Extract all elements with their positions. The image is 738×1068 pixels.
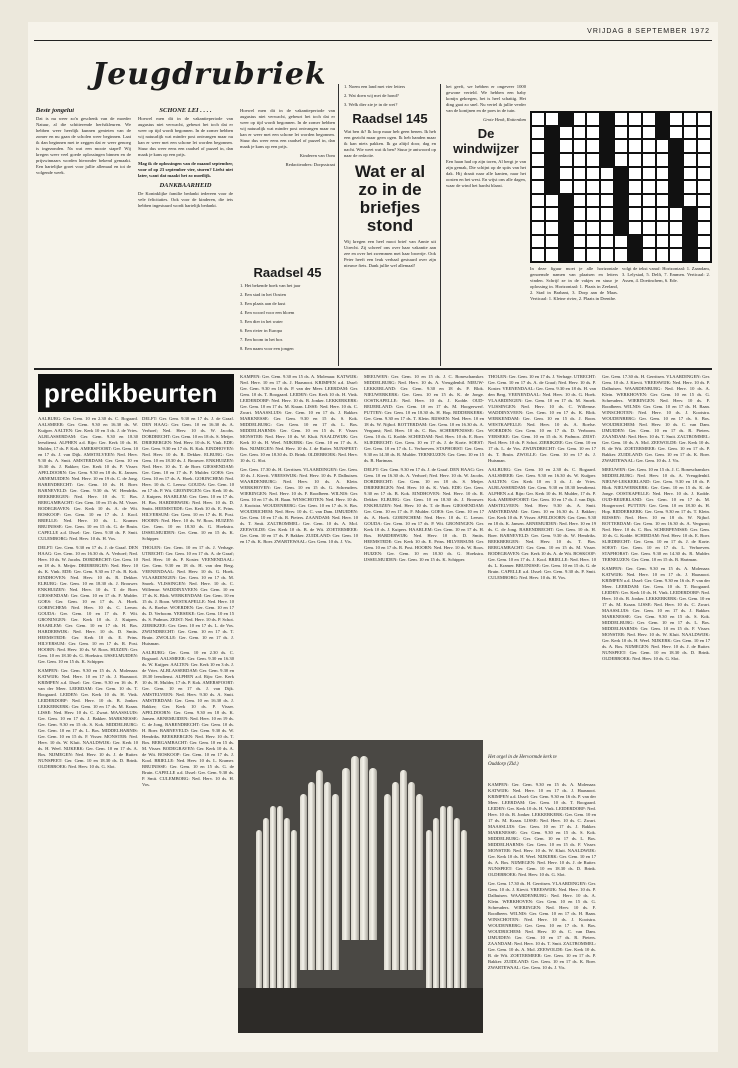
crossword-cell xyxy=(545,248,559,262)
crossword-cell xyxy=(545,235,559,249)
raadsel-45-line: 1. Het bekende boek van het jaar xyxy=(240,283,301,288)
crossword-cell xyxy=(656,180,670,194)
crossword-cell xyxy=(545,167,559,181)
organ-pipe xyxy=(256,830,262,990)
crossword-cell xyxy=(669,235,683,249)
puzzle-answers: volgt de tekst vanaf: Horizontaal: 1. Zaandam, 3. Lelystad, 5. Delft, 7. Emmen. Verticaal: 2. Assen, 4. Doetinchem, 6. Ede. xyxy=(622,266,710,283)
crossword-cell xyxy=(586,248,600,262)
crossword-cell xyxy=(545,221,559,235)
crossword-cell xyxy=(614,153,628,167)
organ-pipe xyxy=(440,806,446,990)
organ-pipe xyxy=(277,806,283,990)
crossword-cell xyxy=(614,112,628,126)
crossword-cell xyxy=(559,248,573,262)
crossword-cell xyxy=(642,207,656,221)
organ-pipe xyxy=(308,782,315,970)
crossword-cell xyxy=(642,194,656,208)
crossword-cell xyxy=(600,194,614,208)
schone-lei-heading: SCHONE LEI . . . . xyxy=(159,108,212,114)
crossword-cell xyxy=(683,139,697,153)
organ-pipe xyxy=(351,756,359,940)
crossword-cell xyxy=(573,207,587,221)
crossword-cell xyxy=(669,112,683,126)
crossword-cell xyxy=(545,194,559,208)
predik-col-1 xyxy=(38,416,138,1044)
crossword-cell xyxy=(697,153,711,167)
crossword-cell xyxy=(559,194,573,208)
predik-listing: MEEUWEN: Ger. Gem. 10 en 15 ds. J. C. Boneschansker. MIDDELBURG: Ned. Herv. 10 ds. A. Vreugdenhil. NIEUW-LEKKERLAND: Ger. Gem. 9.30 en 18 ds. P. Blok. NIEUWERKERK: Ger. Gem. 10 en 15 ds. K. de Jonge. OOSTKAPELLE: Ned. Herv. 10 ds. J. Kodde. OUD-BEIJERLAND: Ger. Gem. 10 en 17 ds. M. Hoogerwerf. PUTTEN: Ger. Gem. 10 en 18.30 ds. H. Hop. RIDDERKERK: Ger. Gem. 9.30 en 17 ds. T. Klein. RIJSSEN: Ned. Herv. 10 en 18 ds. W. Nijhof. ROTTERDAM: Ger. Gem. 10 en 16.30 ds. A. Vergunst; Ned. Herv. 10 ds. C. Bos. SCHERPENISSE: Ger. Gem. 10 ds. G. Kodde. SCHIEDAM: Ned. Herv. 10 ds. E. Boer. SLIEDRECHT: Ger. Gem. 10 en 17 ds. J. de Korte. SOEST: Ger. Gem. 10 en 17 ds. L. Verhoeven. STAPHORST: Ger. Gem. 9.30 en 14.30 ds. R. Mulder. TERNEUZEN: Ger. Gem. 10 en 15 ds. B. Hartman. xyxy=(602,467,710,562)
organ-pipe xyxy=(300,794,307,970)
crossword-cell xyxy=(586,235,600,249)
crossword-cell xyxy=(545,126,559,140)
organ-pipe xyxy=(324,782,331,970)
crossword-cell xyxy=(531,194,545,208)
puzzle-instructions: In deze figuur moet je alle horizontale genoemde namen van plaatsen en letters vinden. Schrijf ze in de vakjes en stuur je oplossing in. Horizontaal: 1. Plaats in Zeeland, 2. Stad in Brabant, 3. Dorp aan de Maas. Verticaal: 1. Kleine rivier, 2. Plaats in Drenthe. xyxy=(530,266,618,301)
crossword-cell xyxy=(559,112,573,126)
crossword-cell xyxy=(656,194,670,208)
predik-listing: KAMPEN: Ger. Gem. 9.30 en 15 ds. A. Molenaar. KATWIJK: Ned. Herv. 10 en 17 ds. J. Haasnoot. KRIMPEN a.d. IJssel: Ger. Gem. 9.30 en 16 ds. P. van der Meer. LEERDAM: Ger. Gem. 10 ds. T. Boogaard. LEIDEN: Ger. Kerk 10 ds. H. Vink. LEIDERDORP: Ned. Herv. 10 ds. B. Jonker. LEKKERKERK: Ger. Gem. 10 en 17 ds. M. Kraan. LISSE: Ned. Herv. 10 ds. C. Zwart. MAASSLUIS: Ger. Gem. 10 en 17 ds. J. Bakker. MARKNESSE: Ger. Gem. 9.30 en 15 ds. S. Kok. MIDDELBURG: Ger. Gem. 10 en 17 ds. L. Bos. MIDDELHARNIS: Ger. Gem. 10 en 15 ds. F. Visser. MONSTER: Ned. Herv. 10 ds. W. Kluit. NAALDWIJK: Ger. Kerk 10 ds. H. Weel. NIJKERK: Ger. Gem. 10 en 17 ds. A. Bos. NIJMEGEN: Ned. Herv. 10 ds. J. de Ruiter. NUNSPEET: Ger. Gem. 10 en 18.30 ds. D. Brink. OLDEBROEK: Ned. Herv. 10 ds. G. Slot. xyxy=(240,374,358,463)
crossword-cell xyxy=(628,167,642,181)
crossword-cell xyxy=(559,235,573,249)
crossword-cell xyxy=(697,139,711,153)
windwijzer-column xyxy=(446,84,526,364)
crossword-cell xyxy=(628,139,642,153)
crossword-cell xyxy=(573,248,587,262)
crossword-cell xyxy=(656,235,670,249)
crossword-cell xyxy=(656,167,670,181)
organ-pipe xyxy=(433,818,439,990)
crossword-cell xyxy=(669,221,683,235)
intro-text: Dat is nu weer zo'n geschenk van de moeder Natuur, al die schitterende herfstkleuren. We hebben weer heerlijk kunnen genieten van de zomer en nu gaan de scholen weer beginnen. Laat ik dan beginnen met te zeggen dat er weer genoeg is ingezonden. Na wat een mooie stapel! Wij kregen weer veel goede oplossingen binnen en de prijswinnaars worden hieronder bekend gemaakt. Een hartelijke groet voor jullie allemaal en tot de volgende week. xyxy=(36,116,131,175)
crossword-cell xyxy=(545,139,559,153)
crossword-cell xyxy=(683,221,697,235)
crossword-cell xyxy=(697,180,711,194)
organ-pipe xyxy=(342,768,350,940)
crossword-cell xyxy=(586,221,600,235)
organ-pipe xyxy=(454,818,460,990)
crossword-cell xyxy=(573,139,587,153)
crossword-cell xyxy=(600,248,614,262)
predik-col-5 xyxy=(488,374,596,746)
crossword-cell xyxy=(614,126,628,140)
crossword-cell xyxy=(614,194,628,208)
crossword-cell xyxy=(573,180,587,194)
crossword-cell xyxy=(545,207,559,221)
crossword-cell xyxy=(531,221,545,235)
crossword-cell xyxy=(642,112,656,126)
crossword-cell xyxy=(600,112,614,126)
predik-listing: Ger. Gem. 17.30 ds. H. Gerritsen. VLAARDINGEN: Ger. Gem. 10 ds. J. Kievit. VREESWIJK: Ned. Herv. 10 ds. P. Dalhuisen. WAARDENBURG: Ned. Herv. 10 ds. A. Klein. WERKHOVEN: Ger. Gem. 10 en 15 ds. G. Schreuders. WIERINGEN: Ned. Herv. 10 ds. F. Roodbeen. WILNIS: Ger. Gem. 10 en 17 ds. H. Baan. WINSCHOTEN: Ned. Herv. 10 ds. J. Kooistra. WOUDENBERG: Ger. Gem. 10 en 17 ds. S. Bos. WOUDRICHEM: Ned. Herv. 10 ds. C. van Dam. IJMUIDEN: Ger. Gem. 10 en 17 ds. R. Pieters. ZAANDAM: Ned. Herv. 10 ds. T. Smit. ZALTBOMMEL: Ger. Gem. 10 ds. A. Mol. ZEEWOLDE: Ger. Kerk 10 ds. B. de Wit. ZOETERMEER: Ger. Gem. 10 en 17 ds. P. Bakker. ZUIDLAND: Ger. Gem. 10 en 17 ds. K. Boer. ZWARTEWAAL: Ger. Gem. 10 ds. J. Vis. xyxy=(240,467,358,544)
predik-listing: Ger. Gem. 17.30 ds. H. Gerritsen. VLAARDINGEN: Ger. Gem. 10 ds. J. Kievit. VREESWIJK: Ned. Herv. 10 ds. P. Dalhuisen. WAARDENBURG: Ned. Herv. 10 ds. A. Klein. WERKHOVEN: Ger. Gem. 10 en 15 ds. G. Schreuders. WIERINGEN: Ned. Herv. 10 ds. F. Roodbeen. WILNIS: Ger. Gem. 10 en 17 ds. H. Baan. WINSCHOTEN: Ned. Herv. 10 ds. J. Kooistra. WOUDENBERG: Ger. Gem. 10 en 17 ds. S. Bos. WOUDRICHEM: Ned. Herv. 10 ds. C. van Dam. IJMUIDEN: Ger. Gem. 10 en 17 ds. R. Pieters. ZAANDAM: Ned. Herv. 10 ds. T. Smit. ZALTBOMMEL: Ger. Gem. 10 ds. A. Mol. ZEEWOLDE: Ger. Kerk 10 ds. B. de Wit. ZOETERMEER: Ger. Gem. 10 en 17 ds. P. Bakker. ZUIDLAND: Ger. Gem. 10 en 17 ds. K. Boer. ZWARTEWAAL: Ger. Gem. 10 ds. J. Vis. xyxy=(602,374,710,463)
predik-col-3 xyxy=(240,374,358,734)
crossword-cell xyxy=(600,180,614,194)
crossword-cell xyxy=(600,221,614,235)
schone-lei-continued: Hoewel men dit in de vakantieperiode van augustus niet verwacht, gebeurt het toch dat er weer op tijd wordt begonnen. In de zomer hebben wij natuurlijk wat minder post ontvangen maar nu kan er weer met een schone lei worden begonnen. Stuur dus weer eens een raadsel of puzzel in, dan maak je kans op een prijs. xyxy=(240,108,335,149)
briefjes-text: Wij kregen een heel mooi brief van Annie uit Utrecht. Zij schreef ons over haar vakantie aan zee en over het zwemmen met haar broertje. Ook Peter heeft een leuk verhaal gestuurd over zijn nieuwe fiets. Dank jullie wel allemaal! xyxy=(344,239,436,268)
crossword-cell xyxy=(531,126,545,140)
crossword-cell xyxy=(642,221,656,235)
organ-pipe xyxy=(360,756,368,940)
organ-pipe xyxy=(263,818,269,990)
dankbaarheid-heading: DANKBAARHEID xyxy=(159,182,212,189)
organ-pipe xyxy=(316,770,323,970)
crossword-cell xyxy=(683,235,697,249)
briefjes-heading: Wat er al zo in de briefjes stond xyxy=(354,162,426,235)
september-note: Mag ik de oplossingen van de maand september, voor of op 23 september vier, sturen? Liefst niet later, want dat maakt het zo moeilijk. xyxy=(138,161,233,178)
crossword-cell xyxy=(697,194,711,208)
crossword-cell xyxy=(559,167,573,181)
crossword-cell xyxy=(628,153,642,167)
predik-listing: THOLEN: Ger. Gem. 10 en 17 ds. J. Verhage. UTRECHT: Ger. Gem. 10 en 17 ds. A. de Graaf; Ned. Herv. 10 ds. P. Koster. VEENENDAAL: Ger. Gem. 9.30 en 18 ds. H. van den Berg. VEENENDAAL: Ned. Herv. 10 ds. G. Hoek. VLAARDINGEN: Ger. Gem. 10 en 17 ds. M. Snoek. VLISSINGEN: Ned. Herv. 10 ds. C. Willemse. WADDINXVEEN: Ger. Gem. 10 en 17 ds. K. Blok. WERKENDAM: Ger. Gem. 10 en 15 ds. J. Boon. WESTKAPELLE: Ned. Herv. 10 ds. A. Roelse. WOERDEN: Ger. Gem. 10 en 17 ds. D. Verboom. YERSEKE: Ger. Gem. 10 en 15 ds. S. Padmos. ZEIST: Ned. Herv. 10 ds. P. Schot. ZIERIKZEE: Ger. Gem. 10 en 17 ds. L. de Vos. ZWIJNDRECHT: Ger. Gem. 10 en 17 ds. T. Bruin. ZWOLLE: Ger. Gem. 10 en 17 ds. J. Huisman. xyxy=(142,545,234,646)
raadsel-45-line: 5. Een dier in het water xyxy=(240,319,283,324)
jeugd-col-1 xyxy=(36,108,131,358)
crossword-cell xyxy=(614,221,628,235)
organ-pipe xyxy=(400,770,407,970)
crossword-cell xyxy=(586,112,600,126)
crossword-cell xyxy=(559,221,573,235)
crossword-cell xyxy=(683,112,697,126)
crossword-cell xyxy=(628,221,642,235)
crossword-cell xyxy=(545,112,559,126)
predik-listing: DELFT: Ger. Gem. 9.30 en 17 ds. J. de Graaf. DEN HAAG: Ger. Gem. 10 en 16.30 ds. A. Verhoef; Ned. Herv. 10 ds. W. Jacobs. DORDRECHT: Ger. Gem. 10 en 18 ds. S. Meijer. DRIEBERGEN: Ned. Herv. 10 ds. K. Vink. EDE: Ger. Gem. 9.30 en 17 ds. B. Kok. EINDHOVEN: Ned. Herv. 10 ds. R. Dekker. ELBURG: Ger. Gem. 10 en 18.30 ds. J. Brouwer. ENKHUIZEN: Ned. Herv. 10 ds. T. de Boer. GIESSENDAM: Ger. Gem. 10 en 17 ds. F. Mulder. GOES: Ger. Gem. 10 en 17 ds. A. Hoek. GORINCHEM: Ned. Herv. 10 ds. C. Leeuw. GOUDA: Ger. Gem. 10 en 17 ds. P. Wit. GRONINGEN: Ger. Kerk 10 ds. J. Kuipers. HAARLEM: Ger. Gem. 10 en 17 ds. H. Bos. HARDERWIJK: Ned. Herv. 10 ds. D. Smits. HEEMSTEDE: Ger. Kerk 10 ds. E. Prins. HILVERSUM: Ger. Gem. 10 en 17 ds. R. Post. HOORN: Ned. Herv. 10 ds. W. Roos. HUIZEN: Ger. Gem. 10 en 18.30 ds. G. Hoekstra. IJSSELMUIDEN: Ger. Gem. 10 en 15 ds. K. Schipper. xyxy=(364,467,484,562)
crossword-cell xyxy=(545,153,559,167)
crossword-cell xyxy=(683,167,697,181)
predik-listing: AALBURG: Ger. Gem. 10 en 2.30 ds. C. Bogaard. AALSMEER: Ger. Gem. 9.30 en 16.30 ds. W. Kuijper. AALTEN: Ger. Kerk 10 en 3 ds. J. de Vries. ALBLASSERDAM: Ger. Gem. 9.30 en 18.30 leesdienst. ALPHEN a.d. Rijn: Ger. Kerk 10 ds. H. Mulder, 17 ds. P. Kok. AMERSFOORT: Ger. Gem. 10 en 17 ds. J. van Dijk. AMSTELVEEN: Ned. Herv. 9.30 ds. A. Smit. AMSTERDAM: Ger. Gem. 10 en 16.30 ds. J. Bakker; Ger. Kerk 10 ds. P. Visser. APELDOORN: Ger. Gem. 9.30 en 18 ds. K. Jansen. ARNEMUIDEN: Ned. Herv. 10 en 19 ds. C. de Jong. BARENDRECHT: Ger. Gem. 10 ds. H. Boer. BARNEVELD: Ger. Gem. 9.30 ds. W. Hendriks. BEEKBERGEN: Ned. Herv. 10 ds. T. Bos. BERGAMBACHT: Ger. Gem. 10 en 15 ds. M. Visser. BODEGRAVEN: Ger. Kerk 10 ds. A. de Wit. BOSKOOP: Ger. Gem. 10 en 17 ds. J. Kool. BRIELLE: Ned. Herv. 10 ds. L. Kramer. BRUINISSE: Ger. Gem. 10 en 15 ds. G. de Bruin. CAPELLE a.d. IJssel: Ger. Gem. 9.30 ds. P. Smit. CULEMBORG: Ned. Herv. 10 ds. H. Vos. xyxy=(488,467,596,580)
organ-pipe xyxy=(461,830,467,990)
crossword-cell xyxy=(628,235,642,249)
crossword-cell xyxy=(531,248,545,262)
crossword-cell xyxy=(669,153,683,167)
crossword-cell xyxy=(573,167,587,181)
predik-listing: THOLEN: Ger. Gem. 10 en 17 ds. J. Verhage. UTRECHT: Ger. Gem. 10 en 17 ds. A. de Graaf; Ned. Herv. 10 ds. P. Koster. VEENENDAAL: Ger. Gem. 9.30 en 18 ds. H. van den Berg. VEENENDAAL: Ned. Herv. 10 ds. G. Hoek. VLAARDINGEN: Ger. Gem. 10 en 17 ds. M. Snoek. VLISSINGEN: Ned. Herv. 10 ds. C. Willemse. WADDINXVEEN: Ger. Gem. 10 en 17 ds. K. Blok. WERKENDAM: Ger. Gem. 10 en 15 ds. J. Boon. WESTKAPELLE: Ned. Herv. 10 ds. A. Roelse. WOERDEN: Ger. Gem. 10 en 17 ds. D. Verboom. YERSEKE: Ger. Gem. 10 en 15 ds. S. Padmos. ZEIST: Ned. Herv. 10 ds. P. Schot. ZIERIKZEE: Ger. Gem. 10 en 17 ds. L. de Vos. ZWIJNDRECHT: Ger. Gem. 10 en 17 ds. T. Bruin. ZWOLLE: Ger. Gem. 10 en 17 ds. J. Huisman. xyxy=(488,374,596,463)
crossword-cell xyxy=(586,153,600,167)
windwijzer-top-text: het geeft, we hebben er ongeveer 1000 gewone verteld. We hebben een baby konijn gekregen, het is heel schattig. Het ding gaat zo snel. Nu vertel ik jullie verder van de konijnen en de poes in de tuin. xyxy=(446,84,526,113)
crossword-cell xyxy=(656,112,670,126)
crossword-cell xyxy=(697,126,711,140)
predik-listing: KAMPEN: Ger. Gem. 9.30 en 15 ds. A. Molenaar. KATWIJK: Ned. Herv. 10 en 17 ds. J. Haasnoot. KRIMPEN a.d. IJssel: Ger. Gem. 9.30 en 16 ds. P. van der Meer. LEERDAM: Ger. Gem. 10 ds. T. Boogaard. LEIDEN: Ger. Kerk 10 ds. H. Vink. LEIDERDORP: Ned. Herv. 10 ds. B. Jonker. LEKKERKERK: Ger. Gem. 10 en 17 ds. M. Kraan. LISSE: Ned. Herv. 10 ds. C. Zwart. MAASSLUIS: Ger. Gem. 10 en 17 ds. J. Bakker. MARKNESSE: Ger. Gem. 9.30 en 15 ds. S. Kok. MIDDELBURG: Ger. Gem. 10 en 17 ds. L. Bos. MIDDELHARNIS: Ger. Gem. 10 en 15 ds. F. Visser. MONSTER: Ned. Herv. 10 ds. W. Kluit. NAALDWIJK: Ger. Kerk 10 ds. H. Weel. NIJKERK: Ger. Gem. 10 en 17 ds. A. Bos. NIJMEGEN: Ned. Herv. 10 ds. J. de Ruiter. NUNSPEET: Ger. Gem. 10 en 18.30 ds. D. Brink. OLDEBROEK: Ned. Herv. 10 ds. G. Slot. xyxy=(488,782,596,877)
crossword-cell xyxy=(697,207,711,221)
crossword-cell xyxy=(559,207,573,221)
crossword-cell xyxy=(614,139,628,153)
crossword-cell xyxy=(683,207,697,221)
crossword-cell xyxy=(642,180,656,194)
jeugd-col-2 xyxy=(138,108,233,278)
raadsel-45-line: 2. Een stad in het Oosten xyxy=(240,292,286,297)
crossword-cell xyxy=(628,248,642,262)
intro-heading: Beste jongelui xyxy=(36,108,75,114)
crossword-cell xyxy=(642,235,656,249)
crossword-cell xyxy=(642,153,656,167)
crossword-cell xyxy=(600,167,614,181)
raadsel-145-column xyxy=(344,84,436,364)
column-rule xyxy=(440,84,441,366)
crossword-cell xyxy=(573,112,587,126)
crossword-cell xyxy=(600,207,614,221)
crossword-cell xyxy=(697,112,711,126)
crossword-cell xyxy=(559,139,573,153)
crossword-cell xyxy=(697,235,711,249)
crossword-cell xyxy=(628,194,642,208)
crossword-cell xyxy=(559,180,573,194)
predik-listing: DELFT: Ger. Gem. 9.30 en 17 ds. J. de Graaf. DEN HAAG: Ger. Gem. 10 en 16.30 ds. A. Verhoef; Ned. Herv. 10 ds. W. Jacobs. DORDRECHT: Ger. Gem. 10 en 18 ds. S. Meijer. DRIEBERGEN: Ned. Herv. 10 ds. K. Vink. EDE: Ger. Gem. 9.30 en 17 ds. B. Kok. EINDHOVEN: Ned. Herv. 10 ds. R. Dekker. ELBURG: Ger. Gem. 10 en 18.30 ds. J. Brouwer. ENKHUIZEN: Ned. Herv. 10 ds. T. de Boer. GIESSENDAM: Ger. Gem. 10 en 17 ds. F. Mulder. GOES: Ger. Gem. 10 en 17 ds. A. Hoek. GORINCHEM: Ned. Herv. 10 ds. C. Leeuw. GOUDA: Ger. Gem. 10 en 17 ds. P. Wit. GRONINGEN: Ger. Kerk 10 ds. J. Kuipers. HAARLEM: Ger. Gem. 10 en 17 ds. H. Bos. HARDERWIJK: Ned. Herv. 10 ds. D. Smits. HEEMSTEDE: Ger. Kerk 10 ds. E. Prins. HILVERSUM: Ger. Gem. 10 en 17 ds. R. Post. HOORN: Ned. Herv. 10 ds. W. Roos. HUIZEN: Ger. Gem. 10 en 18.30 ds. G. Hoekstra. IJSSELMUIDEN: Ger. Gem. 10 en 15 ds. K. Schipper. xyxy=(38,545,138,664)
crossword-cell xyxy=(586,180,600,194)
raadsel-45-title: Raadsel 45 xyxy=(253,265,322,280)
photo-caption: Het orgel in de Hervormde kerk te Ouddorp (Zld.) xyxy=(488,755,557,767)
intro-line: 1. Noem een land met vier letters xyxy=(344,84,406,89)
organ-pipe xyxy=(291,830,297,990)
crossword-cell xyxy=(531,235,545,249)
crossword-cell xyxy=(683,180,697,194)
predik-listing: AALBURG: Ger. Gem. 10 en 2.30 ds. C. Bogaard. AALSMEER: Ger. Gem. 9.30 en 16.30 ds. W. Kuijper. AALTEN: Ger. Kerk 10 en 3 ds. J. de Vries. ALBLASSERDAM: Ger. Gem. 9.30 en 18.30 leesdienst. ALPHEN a.d. Rijn: Ger. Kerk 10 ds. H. Mulder, 17 ds. P. Kok. AMERSFOORT: Ger. Gem. 10 en 17 ds. J. van Dijk. AMSTELVEEN: Ned. Herv. 9.30 ds. A. Smit. AMSTERDAM: Ger. Gem. 10 en 16.30 ds. J. Bakker; Ger. Kerk 10 ds. P. Visser. APELDOORN: Ger. Gem. 9.30 en 18 ds. K. Jansen. ARNEMUIDEN: Ned. Herv. 10 en 19 ds. C. de Jong. BARENDRECHT: Ger. Gem. 10 ds. H. Boer. BARNEVELD: Ger. Gem. 9.30 ds. W. Hendriks. BEEKBERGEN: Ned. Herv. 10 ds. T. Bos. BERGAMBACHT: Ger. Gem. 10 en 15 ds. M. Visser. BODEGRAVEN: Ger. Kerk 10 ds. A. de Wit. BOSKOOP: Ger. Gem. 10 en 17 ds. J. Kool. BRIELLE: Ned. Herv. 10 ds. L. Kramer. BRUINISSE: Ger. Gem. 10 en 15 ds. G. de Bruin. CAPELLE a.d. IJssel: Ger. Gem. 9.30 ds. P. Smit. CULEMBORG: Ned. Herv. 10 ds. H. Vos. xyxy=(38,416,138,541)
predik-col-6 xyxy=(602,374,710,1044)
crossword-cell xyxy=(697,248,711,262)
organ-photo xyxy=(238,740,483,1033)
crossword-grid xyxy=(530,111,712,263)
raadsel-45-line: 6. Een rivier in Europa xyxy=(240,328,282,333)
signature-place: Redactieadres: Dorpsstraat xyxy=(285,162,335,167)
section-rule xyxy=(34,368,712,370)
crossword-cell xyxy=(614,235,628,249)
crossword-cell xyxy=(586,126,600,140)
crossword-cell xyxy=(669,248,683,262)
crossword-cell xyxy=(586,194,600,208)
crossword-cell xyxy=(573,126,587,140)
organ-pipe xyxy=(408,782,415,970)
crossword-cell xyxy=(573,194,587,208)
windwijzer-sign: Grote Henk, Rotterdam xyxy=(483,117,526,122)
predik-col-5b xyxy=(488,782,596,1044)
organ-pipe xyxy=(447,806,453,990)
crossword-cell xyxy=(628,207,642,221)
crossword-cell xyxy=(669,167,683,181)
predik-col-2 xyxy=(142,416,234,1044)
raadsel-45-line: 8. Een naam voor een jongen xyxy=(240,346,294,351)
organ-pipe xyxy=(270,806,276,990)
crossword-cell xyxy=(642,126,656,140)
crossword-cell xyxy=(669,207,683,221)
crossword-cell xyxy=(559,153,573,167)
date-header: VRIJDAG 8 SEPTEMBER 1972 xyxy=(587,28,710,35)
crossword-cell xyxy=(600,153,614,167)
predik-listing: KAMPEN: Ger. Gem. 9.30 en 15 ds. A. Molenaar. KATWIJK: Ned. Herv. 10 en 17 ds. J. Haasnoot. KRIMPEN a.d. IJssel: Ger. Gem. 9.30 en 16 ds. P. van der Meer. LEERDAM: Ger. Gem. 10 ds. T. Boogaard. LEIDEN: Ger. Kerk 10 ds. H. Vink. LEIDERDORP: Ned. Herv. 10 ds. B. Jonker. LEKKERKERK: Ger. Gem. 10 en 17 ds. M. Kraan. LISSE: Ned. Herv. 10 ds. C. Zwart. MAASSLUIS: Ger. Gem. 10 en 17 ds. J. Bakker. MARKNESSE: Ger. Gem. 9.30 en 15 ds. S. Kok. MIDDELBURG: Ger. Gem. 10 en 17 ds. L. Bos. MIDDELHARNIS: Ger. Gem. 10 en 15 ds. F. Visser. MONSTER: Ned. Herv. 10 ds. W. Kluit. NAALDWIJK: Ger. Kerk 10 ds. H. Weel. NIJKERK: Ger. Gem. 10 en 17 ds. A. Bos. NIJMEGEN: Ned. Herv. 10 ds. J. de Ruiter. NUNSPEET: Ger. Gem. 10 en 18.30 ds. D. Brink. OLDEBROEK: Ned. Herv. 10 ds. G. Slot. xyxy=(38,668,138,769)
crossword-cell xyxy=(586,207,600,221)
crossword-cell xyxy=(697,167,711,181)
crossword-cell xyxy=(614,248,628,262)
crossword-cell xyxy=(669,194,683,208)
crossword-cell xyxy=(656,139,670,153)
crossword-cell xyxy=(656,248,670,262)
crossword-cell xyxy=(559,126,573,140)
crossword-cell xyxy=(656,126,670,140)
raadsel-145-text: Wat ben ik? Ik loop maar heb geen benen. Ik heb een gezicht maar geen ogen. Ik heb handen maar ik kan niets pakken. Ik ga altijd door, dag en nacht. Wie weet wat ik ben? Stuur je antwoord op naar de redactie. xyxy=(344,129,436,158)
crossword-cell xyxy=(531,167,545,181)
crossword-cell xyxy=(545,180,559,194)
organ-pipe xyxy=(284,818,290,990)
predik-col-4 xyxy=(364,374,484,734)
raadsel-45-line: 4. Een woord voor een bloem xyxy=(240,310,295,315)
organ-pipe xyxy=(426,830,432,990)
organ-pipe xyxy=(384,794,391,970)
crossword-cell xyxy=(656,207,670,221)
newspaper-page xyxy=(28,22,718,1052)
crossword-cell xyxy=(614,167,628,181)
crossword-cell xyxy=(697,221,711,235)
intro-line: 3. Welk dier zie je in de wei? xyxy=(344,102,398,107)
crossword-cell xyxy=(614,180,628,194)
predik-listing: Ger. Gem. 17.30 ds. H. Gerritsen. VLAARDINGEN: Ger. Gem. 10 ds. J. Kievit. VREESWIJK: Ned. Herv. 10 ds. P. Dalhuisen. WAARDENBURG: Ned. Herv. 10 ds. A. Klein. WERKHOVEN: Ger. Gem. 10 en 15 ds. G. Schreuders. WIERINGEN: Ned. Herv. 10 ds. F. Roodbeen. WILNIS: Ger. Gem. 10 en 17 ds. H. Baan. WINSCHOTEN: Ned. Herv. 10 ds. J. Kooistra. WOUDENBERG: Ger. Gem. 10 en 17 ds. S. Bos. WOUDRICHEM: Ned. Herv. 10 ds. C. van Dam. IJMUIDEN: Ger. Gem. 10 en 17 ds. R. Pieters. ZAANDAM: Ned. Herv. 10 ds. T. Smit. ZALTBOMMEL: Ger. Gem. 10 ds. A. Mol. ZEEWOLDE: Ger. Kerk 10 ds. B. de Wit. ZOETERMEER: Ger. Gem. 10 en 17 ds. P. Bakker. ZUIDLAND: Ger. Gem. 10 en 17 ds. K. Boer. ZWARTEWAAL: Ger. Gem. 10 ds. J. Vis. xyxy=(488,881,596,970)
crossword-cell xyxy=(600,126,614,140)
predik-listing: DELFT: Ger. Gem. 9.30 en 17 ds. J. de Graaf. DEN HAAG: Ger. Gem. 10 en 16.30 ds. A. Verhoef; Ned. Herv. 10 ds. W. Jacobs. DORDRECHT: Ger. Gem. 10 en 18 ds. S. Meijer. DRIEBERGEN: Ned. Herv. 10 ds. K. Vink. EDE: Ger. Gem. 9.30 en 17 ds. B. Kok. EINDHOVEN: Ned. Herv. 10 ds. R. Dekker. ELBURG: Ger. Gem. 10 en 18.30 ds. J. Brouwer. ENKHUIZEN: Ned. Herv. 10 ds. T. de Boer. GIESSENDAM: Ger. Gem. 10 en 17 ds. F. Mulder. GOES: Ger. Gem. 10 en 17 ds. A. Hoek. GORINCHEM: Ned. Herv. 10 ds. C. Leeuw. GOUDA: Ger. Gem. 10 en 17 ds. P. Wit. GRONINGEN: Ger. Kerk 10 ds. J. Kuipers. HAARLEM: Ger. Gem. 10 en 17 ds. H. Bos. HARDERWIJK: Ned. Herv. 10 ds. D. Smits. HEEMSTEDE: Ger. Kerk 10 ds. E. Prins. HILVERSUM: Ger. Gem. 10 en 17 ds. R. Post. HOORN: Ned. Herv. 10 ds. W. Roos. HUIZEN: Ger. Gem. 10 en 18.30 ds. G. Hoekstra. IJSSELMUIDEN: Ger. Gem. 10 en 15 ds. K. Schipper. xyxy=(142,416,234,541)
crossword-cell xyxy=(531,139,545,153)
jeugdrubriek-title: Jeugdrubriek xyxy=(92,57,327,92)
crossword-cell xyxy=(683,153,697,167)
raadsel-45-block xyxy=(240,262,335,362)
crossword-cell xyxy=(628,180,642,194)
signature-name: Kinderen van Oom xyxy=(299,153,335,158)
puzzle-text xyxy=(530,266,618,362)
organ-pipe xyxy=(416,794,423,970)
crossword-cell xyxy=(683,248,697,262)
crossword-cell xyxy=(531,112,545,126)
crossword-cell xyxy=(531,153,545,167)
top-rule xyxy=(34,40,712,41)
crossword-cell xyxy=(642,248,656,262)
crossword-cell xyxy=(683,126,697,140)
windwijzer-poem: Een haan had op zijn toren, Al bergt je van zijn gemak, Die schijnt op de spits van het dak. Hij draait naar alle kanten, naar het oosten en het west. En wijst ons alle dagen, waar de wind het hardst blaast. xyxy=(446,159,526,188)
predik-listing: AALBURG: Ger. Gem. 10 en 2.30 ds. C. Bogaard. AALSMEER: Ger. Gem. 9.30 en 16.30 ds. W. Kuijper. AALTEN: Ger. Kerk 10 en 3 ds. J. de Vries. ALBLASSERDAM: Ger. Gem. 9.30 en 18.30 leesdienst. ALPHEN a.d. Rijn: Ger. Kerk 10 ds. H. Mulder, 17 ds. P. Kok. AMERSFOORT: Ger. Gem. 10 en 17 ds. J. van Dijk. AMSTELVEEN: Ned. Herv. 9.30 ds. A. Smit. AMSTERDAM: Ger. Gem. 10 en 16.30 ds. J. Bakker; Ger. Kerk 10 ds. P. Visser. APELDOORN: Ger. Gem. 9.30 en 18 ds. K. Jansen. ARNEMUIDEN: Ned. Herv. 10 en 19 ds. C. de Jong. BARENDRECHT: Ger. Gem. 10 ds. H. Boer. BARNEVELD: Ger. Gem. 9.30 ds. W. Hendriks. BEEKBERGEN: Ned. Herv. 10 ds. T. Bos. BERGAMBACHT: Ger. Gem. 10 en 15 ds. M. Visser. BODEGRAVEN: Ger. Kerk 10 ds. A. de Wit. BOSKOOP: Ger. Gem. 10 en 17 ds. J. Kool. BRIELLE: Ned. Herv. 10 ds. L. Kramer. BRUINISSE: Ger. Gem. 10 en 15 ds. G. de Bruin. CAPELLE a.d. IJssel: Ger. Gem. 9.30 ds. P. Smit. CULEMBORG: Ned. Herv. 10 ds. H. Vos. xyxy=(142,650,234,787)
crossword-cell xyxy=(600,139,614,153)
organ-pipe xyxy=(332,794,339,970)
crossword-cell xyxy=(642,167,656,181)
intro-line: 2. Wat doen wij met de hond? xyxy=(344,93,399,98)
crossword-cell xyxy=(531,207,545,221)
crossword-cell xyxy=(586,167,600,181)
crossword-cell xyxy=(531,180,545,194)
organ-pipe xyxy=(392,782,399,970)
crossword-cell xyxy=(600,235,614,249)
crossword-cell xyxy=(669,126,683,140)
crossword-cell xyxy=(586,139,600,153)
crossword-cell xyxy=(573,221,587,235)
crossword-cell xyxy=(656,221,670,235)
raadsel-45-line: 7. Een boom in het bos xyxy=(240,337,283,342)
jeugd-col-3 xyxy=(240,108,335,258)
crossword-cell xyxy=(573,235,587,249)
crossword-cell xyxy=(683,194,697,208)
puzzle-text-right xyxy=(622,266,710,362)
dankbaarheid-text: De Koninklijke familie bedankt iedereen voor de vele felicitaties. Ook voor de kinderen, die iets hebben ingestuurd wordt hartelijk bedankt. xyxy=(138,191,233,208)
crossword-cell xyxy=(656,153,670,167)
predik-listing: KAMPEN: Ger. Gem. 9.30 en 15 ds. A. Molenaar. KATWIJK: Ned. Herv. 10 en 17 ds. J. Haasnoot. KRIMPEN a.d. IJssel: Ger. Gem. 9.30 en 16 ds. P. van der Meer. LEERDAM: Ger. Gem. 10 ds. T. Boogaard. LEIDEN: Ger. Kerk 10 ds. H. Vink. LEIDERDORP: Ned. Herv. 10 ds. B. Jonker. LEKKERKERK: Ger. Gem. 10 en 17 ds. M. Kraan. LISSE: Ned. Herv. 10 ds. C. Zwart. MAASSLUIS: Ger. Gem. 10 en 17 ds. J. Bakker. MARKNESSE: Ger. Gem. 9.30 en 15 ds. S. Kok. MIDDELBURG: Ger. Gem. 10 en 17 ds. L. Bos. MIDDELHARNIS: Ger. Gem. 10 en 15 ds. F. Visser. MONSTER: Ned. Herv. 10 ds. W. Kluit. NAALDWIJK: Ger. Kerk 10 ds. H. Weel. NIJKERK: Ger. Gem. 10 en 17 ds. A. Bos. NIJMEGEN: Ned. Herv. 10 ds. J. de Ruiter. NUNSPEET: Ger. Gem. 10 en 18.30 ds. D. Brink. OLDEBROEK: Ned. Herv. 10 ds. G. Slot. xyxy=(602,566,710,661)
raadsel-145-title: Raadsel 145 xyxy=(352,111,428,126)
crossword-cell xyxy=(628,126,642,140)
schone-lei-text: Hoewel men dit in de vakantieperiode van augustus niet verwacht, gebeurt het toch dat er weer op tijd wordt begonnen. In de zomer hebben wij natuurlijk wat minder post ontvangen maar nu kan er weer met een schone lei worden begonnen. Stuur dus weer eens een raadsel of puzzel in, dan maak je kans op een prijs. xyxy=(138,116,233,157)
organ-case xyxy=(238,988,483,1033)
crossword-cell xyxy=(669,180,683,194)
predikbeurten-banner: predikbeurten xyxy=(38,374,234,412)
organ-pipe xyxy=(369,768,377,940)
crossword-cell xyxy=(573,153,587,167)
windwijzer-title: De windwijzer xyxy=(453,126,519,156)
raadsel-45-line: 3. Een plaats aan de kust xyxy=(240,301,286,306)
crossword-cell xyxy=(642,139,656,153)
crossword-cell xyxy=(614,207,628,221)
predik-listing: MEEUWEN: Ger. Gem. 10 en 15 ds. J. C. Boneschansker. MIDDELBURG: Ned. Herv. 10 ds. A. Vreugdenhil. NIEUW-LEKKERLAND: Ger. Gem. 9.30 en 18 ds. P. Blok. NIEUWERKERK: Ger. Gem. 10 en 15 ds. K. de Jonge. OOSTKAPELLE: Ned. Herv. 10 ds. J. Kodde. OUD-BEIJERLAND: Ger. Gem. 10 en 17 ds. M. Hoogerwerf. PUTTEN: Ger. Gem. 10 en 18.30 ds. H. Hop. RIDDERKERK: Ger. Gem. 9.30 en 17 ds. T. Klein. RIJSSEN: Ned. Herv. 10 en 18 ds. W. Nijhof. ROTTERDAM: Ger. Gem. 10 en 16.30 ds. A. Vergunst; Ned. Herv. 10 ds. C. Bos. SCHERPENISSE: Ger. Gem. 10 ds. G. Kodde. SCHIEDAM: Ned. Herv. 10 ds. E. Boer. SLIEDRECHT: Ger. Gem. 10 en 17 ds. J. de Korte. SOEST: Ger. Gem. 10 en 17 ds. L. Verhoeven. STAPHORST: Ger. Gem. 9.30 en 14.30 ds. R. Mulder. TERNEUZEN: Ger. Gem. 10 en 15 ds. B. Hartman. xyxy=(364,374,484,463)
crossword-cell xyxy=(628,112,642,126)
crossword-cell xyxy=(669,139,683,153)
column-rule xyxy=(338,84,339,366)
